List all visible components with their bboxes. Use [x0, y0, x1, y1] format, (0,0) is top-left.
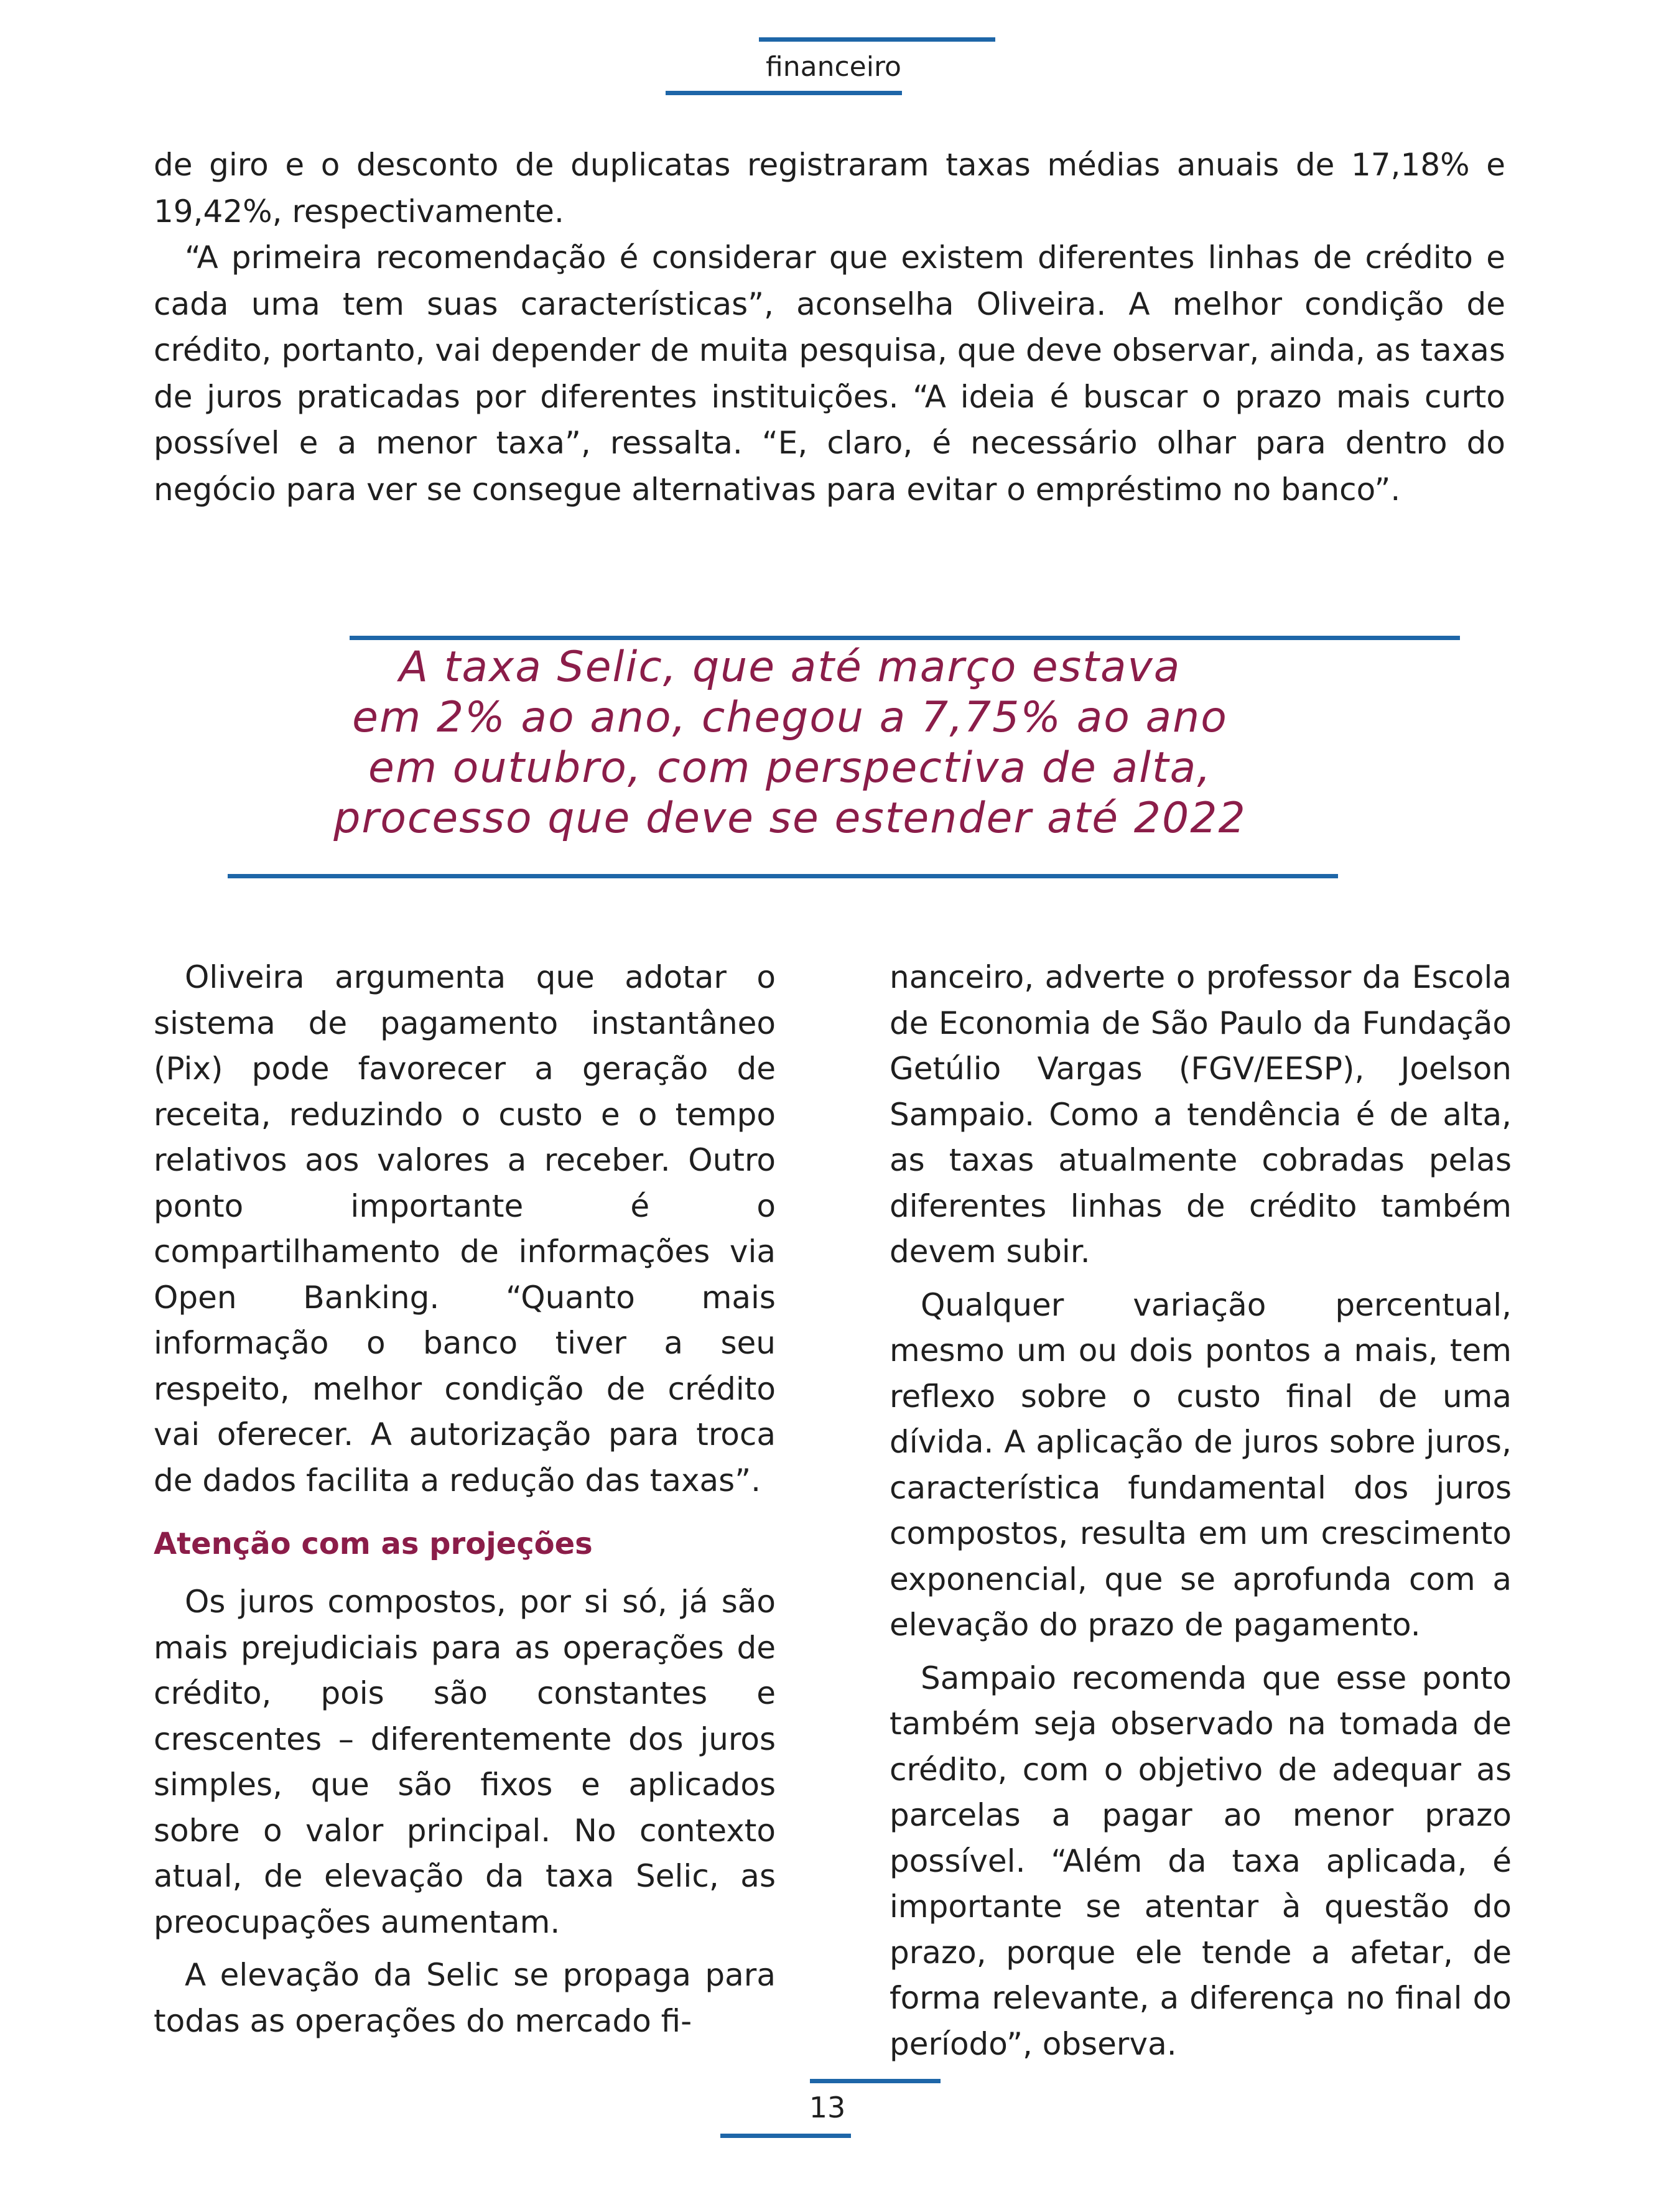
pullquote-line: processo que deve se estender até 2022: [333, 794, 1247, 843]
header-rule-top: [759, 37, 995, 42]
body-paragraph: Qualquer variação percentual, mesmo um ou dois pontos a mais, tem reflexo sobre o custo final de uma dívida. A aplicação de juros sobre juros, característica fundamental dos juros compostos, resulta em um crescimento exponencial, que se aprofunda com a elevação do prazo de pagamento.: [890, 1286, 1512, 1643]
subheading: Atenção com as projeções: [154, 1527, 593, 1561]
pullquote-rule-top: [350, 636, 1460, 640]
body-paragraph: nanceiro, adverte o professor da Escola de Economia de São Paulo da Fundação Getúlio Vargas (FGV/EESP), Joelson Sampaio. Como a tendência é de alta, as taxas atualmente cobradas pelas diferentes linhas de crédito também devem subir.: [890, 959, 1512, 1270]
pullquote: [224, 642, 1356, 843]
body-paragraph: A elevação da Selic se propaga para todas as operações do mercado fi-: [154, 1957, 776, 2039]
pullquote-line: em outubro, com perspectiva de alta,: [368, 743, 1212, 792]
intro-paragraph: de giro e o desconto de duplicatas registraram taxas médias anuais de 17,18% e 19,42%, respectivamente.: [154, 147, 1505, 230]
right-column: [890, 955, 1512, 2067]
footer-rule-top: [810, 2079, 941, 2083]
intro-paragraph: “A primeira recomendação é considerar que existem diferentes linhas de crédito e cada uma tem suas características”, aconselha Oliveira. A melhor condição de crédito, portanto, vai depender de muita pesquisa, que deve observar, ainda, as taxas de juros praticadas por diferentes instituições. “A ideia é buscar o prazo mais curto possível e a menor taxa”, ressalta. “E, claro, é necessário olhar para dentro do negócio para ver se consegue alternativas para evitar o empréstimo no banco”.: [154, 239, 1505, 508]
intro-text: [154, 142, 1505, 513]
left-column: [154, 955, 776, 2044]
body-paragraph: Oliveira argumenta que adotar o sistema de pagamento instantâneo (Pix) pode favorecer a geração de receita, reduzindo o custo e o tempo relativos aos valores a receber. Outro ponto importante é o compartilhamento de informações via Open Banking. “Quanto mais informação o banco tiver a seu respeito, melhor condição de crédito vai oferecer. A autorização para troca de dados facilita a redução das taxas”.: [154, 959, 776, 1499]
section-label: financeiro: [766, 51, 901, 83]
page-number: 13: [809, 2091, 846, 2124]
pullquote-line: A taxa Selic, que até março estava: [399, 643, 1181, 692]
header-rule-bottom: [666, 91, 902, 95]
body-paragraph: Os juros compostos, por si só, já são mais prejudiciais para as operações de crédito, pois são constantes e crescentes – diferentemente dos juros simples, que são fixos e aplicados sobre o valor principal. No contexto atual, de elevação da taxa Selic, as preocupações aumentam.: [154, 1584, 776, 1940]
pullquote-line: em 2% ao ano, chegou a 7,75% ao ano: [352, 693, 1228, 742]
body-paragraph: Sampaio recomenda que esse ponto também seja observado na tomada de crédito, com o objetivo de adequar as parcelas a pagar ao menor prazo possível. “Além da taxa aplicada, é importante se atentar à questão do prazo, porque ele tende a afetar, de forma relevante, a diferença no final do período”, observa.: [890, 1660, 1512, 2062]
pullquote-rule-bottom: [228, 874, 1338, 878]
footer-rule-bottom: [720, 2134, 851, 2138]
